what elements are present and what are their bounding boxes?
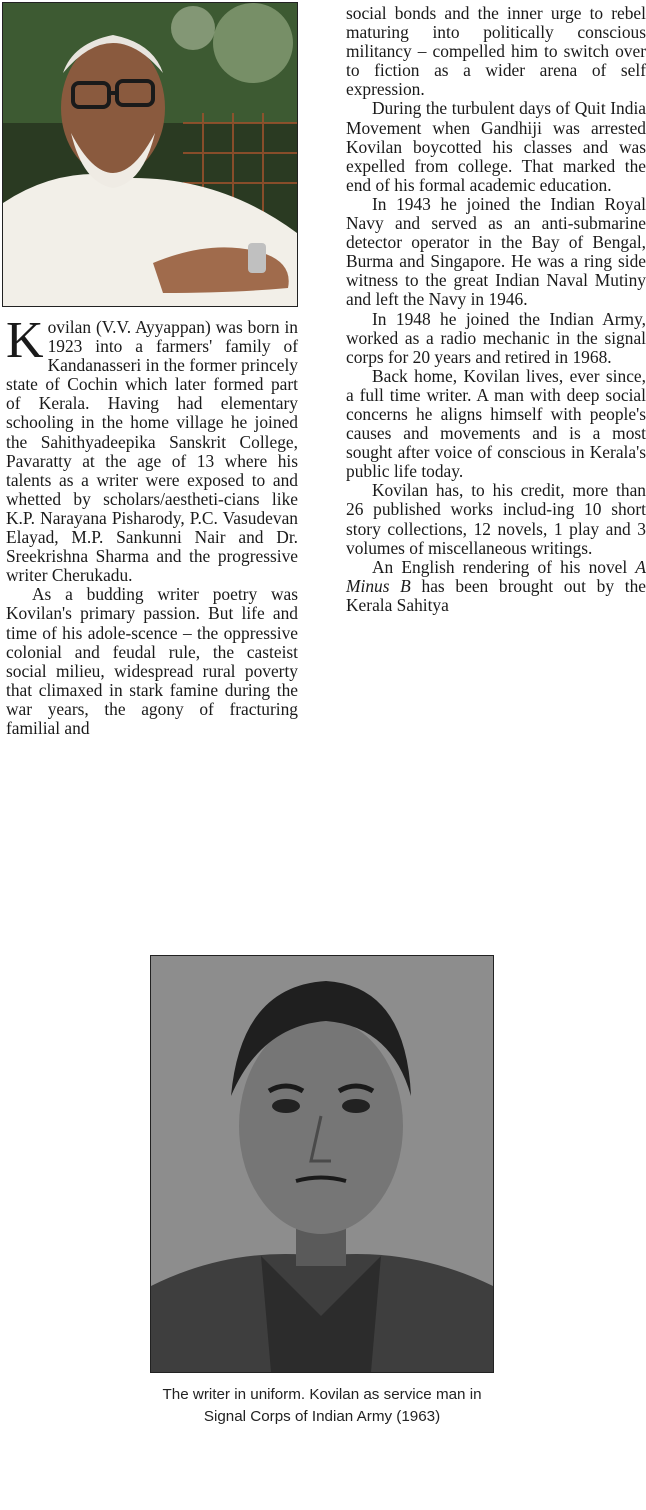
article-left-column	[6, 312, 298, 738]
article-paragraph: social bonds and the inner urge to rebel maturing into politically conscious militancy – compelled him to switch over to fiction as a wider arena of self expression.	[346, 3, 646, 100]
paragraph-text: ovilan (V.V. Ayyappan) was born in 1923 into a farmers' family of Kandanasseri in the former princely state of Cochin which later formed part of Kerala. Having had elementary schooling in the home village he joined the Sahithyadeepika Sanskrit College, Pavaratty at the age of 13 where his talents as a writer were exposed to and whetted by scholars/aestheti-cians like K.P. Narayana Pisharody, P.C. Vasudevan Elayad, M.P. Sankunni Nair and Dr. Sreekrishna Sharma and the progressive writer Cherukadu.	[6, 317, 298, 586]
article-paragraph: Back home, Kovilan lives, ever since, a full time writer. A man with deep social concerns he aligns himself with people's causes and movements and is a most sought after voice of conscious in Kerala's public life today.	[346, 365, 646, 482]
photo-caption	[100, 1384, 544, 1428]
article-paragraph: During the turbulent days of Quit India Movement when Gandhiji was arrested Kovilan boycotted his classes and was expelled from college. That marked the end of his formal academic education.	[346, 98, 646, 195]
portrait-photo-elderly	[2, 2, 298, 307]
article-paragraph	[346, 558, 646, 615]
portrait-photo-uniform	[150, 955, 494, 1373]
caption-line: Signal Corps of Indian Army (1963)	[203, 1408, 441, 1425]
paragraph-text: has been brought out by the Kerala Sahitya	[346, 575, 646, 615]
caption-line: The writer in uniform. Kovilan as service man in	[162, 1386, 482, 1403]
book-title: A Minus B	[346, 556, 646, 596]
article-paragraph: As a budding writer poetry was Kovilan's primary passion. But life and time of his adole-scence – the oppressive colonial and feudal rule, the casteist social milieu, widespread rural poverty that climaxed in stark famine during the war years, the agony of fracturing familial and	[6, 584, 298, 738]
article-right-column	[346, 4, 646, 615]
article-paragraph: Kovilan has, to his credit, more than 26 published works includ-ing 10 short story collections, 12 novels, 1 play and 3 volumes of miscellaneous writings.	[346, 480, 646, 558]
article-paragraph: In 1948 he joined the Indian Army, worked as a radio mechanic in the signal corps for 20 years and retired in 1968.	[346, 308, 646, 367]
drop-cap: K	[6, 312, 44, 369]
article-paragraph	[6, 312, 298, 586]
article-paragraph: In 1943 he joined the Indian Royal Navy and served as an anti-submarine detector operator in the Bay of Bengal, Burma and Singapore. He was a ring side witness to the great Indian Naval Mutiny and left the Navy in 1946.	[346, 193, 646, 310]
paragraph-text: An English rendering of his novel	[372, 556, 636, 577]
